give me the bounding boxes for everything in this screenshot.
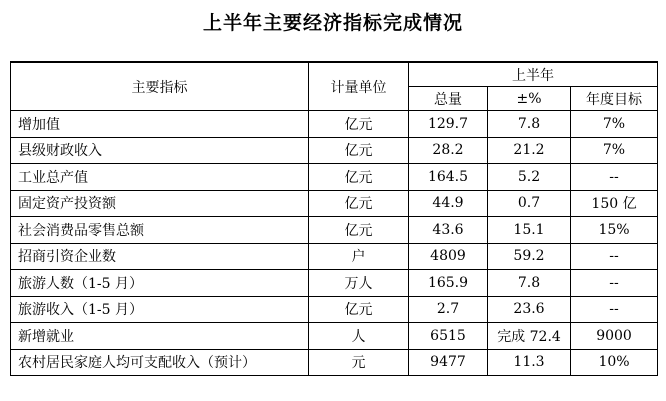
change-cell: 0.7 [488,190,571,217]
change-cell: 5.2 [488,164,571,191]
total-cell: 28.2 [409,137,488,164]
change-cell: 23.6 [488,296,571,323]
table-row [11,111,658,138]
header-indicator: 主要指标 [11,62,309,111]
unit-cell: 亿元 [309,164,409,191]
table-row [11,270,658,297]
indicator-name: 农村居民家庭人均可支配收入（预计） [11,349,309,376]
target-cell: 150 亿 [571,190,658,217]
indicator-name: 招商引资企业数 [11,243,309,270]
header-target: 年度目标 [571,87,658,111]
change-cell: 15.1 [488,217,571,244]
unit-cell: 户 [309,243,409,270]
target-cell: 15% [571,217,658,244]
total-cell: 6515 [409,323,488,350]
target-cell: -- [571,296,658,323]
change-cell: 7.8 [488,270,571,297]
indicator-name: 旅游人数（1-5 月） [11,270,309,297]
total-cell: 165.9 [409,270,488,297]
change-cell: 59.2 [488,243,571,270]
table-row [11,323,658,350]
unit-cell: 元 [309,349,409,376]
table-row [11,137,658,164]
header-total: 总量 [409,87,488,111]
header-first-half: 上半年 [409,62,658,87]
table-row [11,190,658,217]
change-cell: 21.2 [488,137,571,164]
indicator-name: 县级财政收入 [11,137,309,164]
change-cell: 完成 72.4 [488,323,571,350]
table-row [11,296,658,323]
indicator-name: 工业总产值 [11,164,309,191]
change-cell: 7.8 [488,111,571,138]
unit-cell: 亿元 [309,137,409,164]
target-cell: -- [571,164,658,191]
unit-cell: 万人 [309,270,409,297]
target-cell: -- [571,270,658,297]
total-cell: 164.5 [409,164,488,191]
total-cell: 44.9 [409,190,488,217]
total-cell: 9477 [409,349,488,376]
indicator-name: 新增就业 [11,323,309,350]
target-cell: 7% [571,111,658,138]
table-title: 上半年主要经济指标完成情况 [202,12,463,34]
table-row [11,243,658,270]
indicator-name: 社会消费品零售总额 [11,217,309,244]
unit-cell: 亿元 [309,217,409,244]
total-cell: 129.7 [409,111,488,138]
indicator-name: 固定资产投资额 [11,190,309,217]
total-cell: 2.7 [409,296,488,323]
indicator-name: 旅游收入（1-5 月） [11,296,309,323]
target-cell: 7% [571,137,658,164]
header-unit: 计量单位 [309,62,409,111]
table-row [11,164,658,191]
table-row [11,349,658,376]
target-cell: 9000 [571,323,658,350]
unit-cell: 人 [309,323,409,350]
unit-cell: 亿元 [309,190,409,217]
target-cell: 10% [571,349,658,376]
indicators-table [10,61,658,376]
unit-cell: 亿元 [309,296,409,323]
target-cell: -- [571,243,658,270]
unit-cell: 亿元 [309,111,409,138]
total-cell: 43.6 [409,217,488,244]
total-cell: 4809 [409,243,488,270]
change-cell: 11.3 [488,349,571,376]
table-row [11,217,658,244]
header-change: ±% [488,87,571,111]
indicator-name: 增加值 [11,111,309,138]
